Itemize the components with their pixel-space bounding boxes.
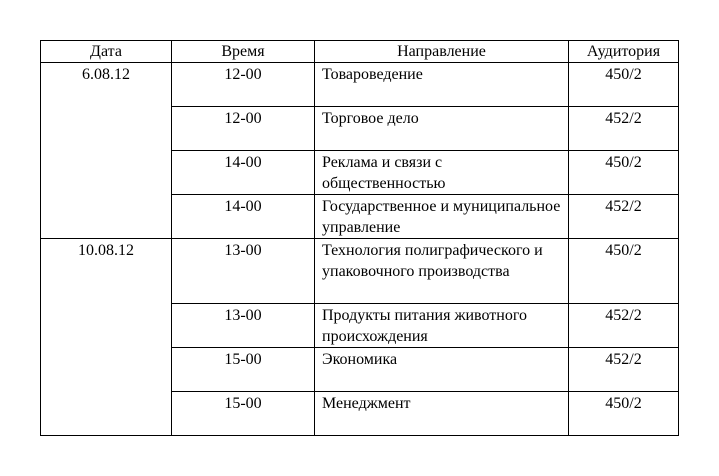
direction-cell: Продукты питания животного происхождения — [315, 304, 569, 348]
date-cell: 10.08.12 — [41, 239, 172, 436]
time-cell: 14-00 — [172, 151, 315, 195]
time-cell: 14-00 — [172, 195, 315, 239]
direction-cell: Товароведение — [315, 63, 569, 107]
date-cell: 6.08.12 — [41, 63, 172, 239]
header-date: Дата — [41, 41, 172, 63]
time-cell: 13-00 — [172, 304, 315, 348]
header-time: Время — [172, 41, 315, 63]
room-cell: 452/2 — [569, 195, 679, 239]
time-cell: 12-00 — [172, 63, 315, 107]
direction-cell: Торговое дело — [315, 107, 569, 151]
room-cell: 450/2 — [569, 151, 679, 195]
time-cell: 12-00 — [172, 107, 315, 151]
direction-cell: Реклама и связи с общественностью — [315, 151, 569, 195]
header-room: Аудитория — [569, 41, 679, 63]
header-direction: Направление — [315, 41, 569, 63]
direction-cell: Технология полиграфического и упаковочного производства — [315, 239, 569, 304]
time-cell: 15-00 — [172, 348, 315, 392]
direction-cell: Государственное и муниципальное управление — [315, 195, 569, 239]
time-cell: 15-00 — [172, 392, 315, 436]
room-cell: 450/2 — [569, 239, 679, 304]
schedule-table — [40, 40, 679, 436]
table-row — [41, 239, 679, 304]
direction-cell: Экономика — [315, 348, 569, 392]
table-row — [41, 63, 679, 107]
header-row — [41, 41, 679, 63]
room-cell: 450/2 — [569, 63, 679, 107]
time-cell: 13-00 — [172, 239, 315, 304]
direction-cell: Менеджмент — [315, 392, 569, 436]
room-cell: 452/2 — [569, 304, 679, 348]
room-cell: 452/2 — [569, 348, 679, 392]
room-cell: 450/2 — [569, 392, 679, 436]
room-cell: 452/2 — [569, 107, 679, 151]
